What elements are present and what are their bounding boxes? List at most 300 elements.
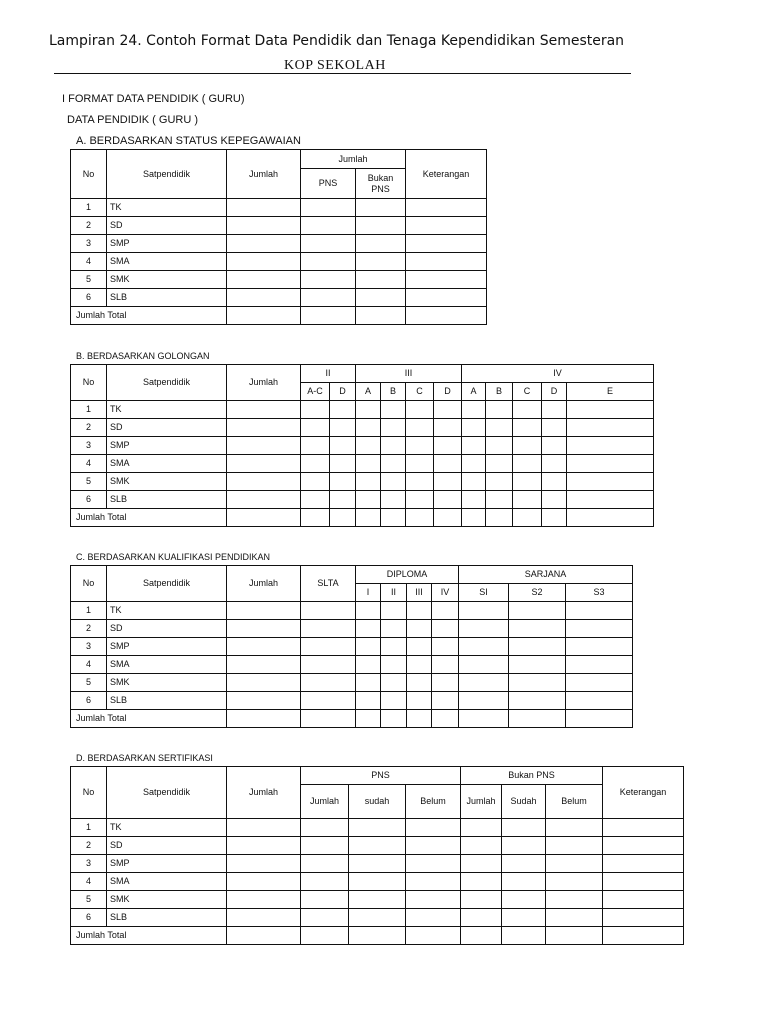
empty-data-cell[interactable] (546, 819, 603, 837)
empty-data-cell[interactable] (330, 401, 356, 419)
empty-data-cell[interactable] (381, 491, 406, 509)
empty-total-cell[interactable] (356, 710, 381, 728)
row-satpendidik: TK (107, 602, 227, 620)
empty-data-cell[interactable] (227, 271, 301, 289)
empty-data-cell[interactable] (227, 656, 301, 674)
empty-total-cell[interactable] (566, 710, 633, 728)
empty-data-cell[interactable] (462, 437, 486, 455)
empty-data-cell[interactable] (301, 271, 356, 289)
empty-data-cell[interactable] (349, 819, 406, 837)
table-row (71, 419, 654, 437)
header-keterangan: Keterangan (603, 767, 684, 819)
empty-data-cell[interactable] (434, 455, 462, 473)
empty-data-cell[interactable] (462, 473, 486, 491)
section-c-label: C. BERDASARKAN KUALIFIKASI PENDIDIKAN (76, 552, 271, 562)
empty-data-cell[interactable] (227, 674, 301, 692)
empty-data-cell[interactable] (542, 491, 567, 509)
empty-data-cell[interactable] (461, 855, 502, 873)
empty-total-cell[interactable] (406, 307, 487, 325)
empty-total-cell[interactable] (227, 710, 301, 728)
empty-data-cell[interactable] (406, 837, 461, 855)
subheader-cell: III (407, 584, 432, 602)
empty-data-cell[interactable] (356, 419, 381, 437)
empty-data-cell[interactable] (356, 674, 381, 692)
empty-data-cell[interactable] (330, 473, 356, 491)
table-sertifikasi (70, 766, 684, 945)
empty-data-cell[interactable] (406, 873, 461, 891)
row-satpendidik: SMA (107, 656, 227, 674)
empty-data-cell[interactable] (301, 909, 349, 927)
table-row (71, 199, 487, 217)
empty-data-cell[interactable] (432, 656, 459, 674)
empty-data-cell[interactable] (301, 473, 330, 491)
empty-data-cell[interactable] (227, 837, 301, 855)
empty-data-cell[interactable] (486, 491, 513, 509)
empty-data-cell[interactable] (486, 473, 513, 491)
empty-data-cell[interactable] (566, 602, 633, 620)
empty-data-cell[interactable] (381, 419, 406, 437)
empty-data-cell[interactable] (406, 437, 434, 455)
empty-total-cell[interactable] (432, 710, 459, 728)
empty-data-cell[interactable] (502, 837, 546, 855)
empty-data-cell[interactable] (356, 271, 406, 289)
section-b-label: B. BERDASARKAN GOLONGAN (76, 351, 210, 361)
empty-data-cell[interactable] (459, 692, 509, 710)
empty-total-cell[interactable] (301, 307, 356, 325)
empty-data-cell[interactable] (509, 638, 566, 656)
empty-data-cell[interactable] (542, 419, 567, 437)
empty-data-cell[interactable] (227, 620, 301, 638)
empty-data-cell[interactable] (227, 692, 301, 710)
empty-total-cell[interactable] (406, 927, 461, 945)
empty-total-cell[interactable] (461, 927, 502, 945)
empty-data-cell[interactable] (407, 656, 432, 674)
empty-data-cell[interactable] (567, 455, 654, 473)
empty-data-cell[interactable] (227, 253, 301, 271)
empty-data-cell[interactable] (567, 491, 654, 509)
empty-data-cell[interactable] (566, 674, 633, 692)
empty-total-cell[interactable] (227, 927, 301, 945)
empty-data-cell[interactable] (301, 289, 356, 307)
empty-data-cell[interactable] (546, 909, 603, 927)
header-keterangan: Keterangan (406, 150, 487, 199)
empty-data-cell[interactable] (407, 692, 432, 710)
header-no: No (71, 365, 107, 401)
empty-total-cell[interactable] (513, 509, 542, 527)
empty-data-cell[interactable] (227, 602, 301, 620)
empty-data-cell[interactable] (330, 455, 356, 473)
empty-data-cell[interactable] (406, 419, 434, 437)
empty-data-cell[interactable] (381, 620, 407, 638)
empty-data-cell[interactable] (461, 909, 502, 927)
empty-data-cell[interactable] (330, 491, 356, 509)
empty-data-cell[interactable] (301, 401, 330, 419)
table-row (71, 855, 684, 873)
row-number: 4 (71, 455, 107, 473)
empty-data-cell[interactable] (509, 620, 566, 638)
row-satpendidik: SMP (107, 235, 227, 253)
empty-data-cell[interactable] (567, 419, 654, 437)
empty-data-cell[interactable] (356, 455, 381, 473)
empty-data-cell[interactable] (356, 235, 406, 253)
empty-data-cell[interactable] (509, 674, 566, 692)
empty-data-cell[interactable] (566, 656, 633, 674)
empty-data-cell[interactable] (566, 692, 633, 710)
empty-total-cell[interactable] (381, 509, 406, 527)
empty-total-cell[interactable] (434, 509, 462, 527)
table-row (71, 473, 654, 491)
empty-data-cell[interactable] (406, 217, 487, 235)
empty-data-cell[interactable] (461, 837, 502, 855)
empty-data-cell[interactable] (349, 891, 406, 909)
subheader-cell: Sudah (502, 785, 546, 819)
empty-data-cell[interactable] (356, 602, 381, 620)
empty-data-cell[interactable] (509, 602, 566, 620)
empty-total-cell[interactable] (406, 509, 434, 527)
empty-data-cell[interactable] (406, 909, 461, 927)
empty-data-cell[interactable] (356, 199, 406, 217)
empty-data-cell[interactable] (567, 401, 654, 419)
empty-data-cell[interactable] (227, 199, 301, 217)
empty-data-cell[interactable] (513, 473, 542, 491)
empty-data-cell[interactable] (486, 455, 513, 473)
subheader-cell: D (330, 383, 356, 401)
empty-total-cell[interactable] (227, 509, 301, 527)
empty-data-cell[interactable] (462, 455, 486, 473)
empty-data-cell[interactable] (546, 873, 603, 891)
empty-data-cell[interactable] (434, 473, 462, 491)
empty-data-cell[interactable] (406, 401, 434, 419)
empty-data-cell[interactable] (356, 656, 381, 674)
header-jumlah-group: Jumlah (301, 150, 406, 169)
empty-data-cell[interactable] (459, 602, 509, 620)
empty-data-cell[interactable] (301, 692, 356, 710)
empty-total-cell[interactable] (227, 307, 301, 325)
row-number: 1 (71, 819, 107, 837)
empty-data-cell[interactable] (349, 855, 406, 873)
subheader-cell: B (381, 383, 406, 401)
empty-data-cell[interactable] (406, 819, 461, 837)
row-satpendidik: SMK (107, 271, 227, 289)
empty-data-cell[interactable] (301, 437, 330, 455)
empty-data-cell[interactable] (227, 473, 301, 491)
empty-data-cell[interactable] (301, 638, 356, 656)
empty-data-cell[interactable] (227, 909, 301, 927)
empty-data-cell[interactable] (406, 855, 461, 873)
section-a-label: A. BERDASARKAN STATUS KEPEGAWAIAN (76, 135, 301, 147)
empty-data-cell[interactable] (349, 909, 406, 927)
empty-data-cell[interactable] (432, 692, 459, 710)
subheader-cell: SI (459, 584, 509, 602)
empty-data-cell[interactable] (227, 873, 301, 891)
total-row (71, 509, 654, 527)
empty-data-cell[interactable] (459, 674, 509, 692)
empty-total-cell[interactable] (546, 927, 603, 945)
row-satpendidik: SMK (107, 674, 227, 692)
empty-data-cell[interactable] (406, 253, 487, 271)
empty-data-cell[interactable] (406, 473, 434, 491)
empty-data-cell[interactable] (356, 217, 406, 235)
empty-data-cell[interactable] (301, 199, 356, 217)
empty-data-cell[interactable] (566, 620, 633, 638)
empty-total-cell[interactable] (301, 509, 330, 527)
empty-data-cell[interactable] (502, 873, 546, 891)
row-number: 6 (71, 289, 107, 307)
empty-data-cell[interactable] (301, 253, 356, 271)
empty-data-cell[interactable] (330, 437, 356, 455)
table-row (71, 692, 633, 710)
empty-data-cell[interactable] (381, 674, 407, 692)
empty-total-cell[interactable] (356, 307, 406, 325)
empty-data-cell[interactable] (486, 401, 513, 419)
empty-data-cell[interactable] (356, 692, 381, 710)
empty-data-cell[interactable] (603, 855, 684, 873)
empty-data-cell[interactable] (406, 199, 487, 217)
empty-total-cell[interactable] (502, 927, 546, 945)
empty-data-cell[interactable] (381, 692, 407, 710)
empty-data-cell[interactable] (432, 638, 459, 656)
row-satpendidik: SMA (107, 873, 227, 891)
header-golongan-iii: III (356, 365, 462, 383)
empty-data-cell[interactable] (432, 674, 459, 692)
total-label: Jumlah Total (71, 710, 227, 728)
subheader-cell: IV (432, 584, 459, 602)
empty-data-cell[interactable] (381, 455, 406, 473)
row-satpendidik: TK (107, 199, 227, 217)
empty-data-cell[interactable] (461, 819, 502, 837)
empty-data-cell[interactable] (542, 401, 567, 419)
empty-data-cell[interactable] (407, 638, 432, 656)
total-row (71, 710, 633, 728)
empty-data-cell[interactable] (356, 491, 381, 509)
empty-data-cell[interactable] (407, 674, 432, 692)
empty-data-cell[interactable] (381, 437, 406, 455)
empty-data-cell[interactable] (434, 419, 462, 437)
empty-total-cell[interactable] (349, 927, 406, 945)
row-number: 2 (71, 419, 107, 437)
table-row (71, 819, 684, 837)
row-number: 6 (71, 909, 107, 927)
empty-data-cell[interactable] (381, 473, 406, 491)
subheader-cell: D (434, 383, 462, 401)
empty-data-cell[interactable] (227, 217, 301, 235)
empty-data-cell[interactable] (227, 638, 301, 656)
empty-total-cell[interactable] (486, 509, 513, 527)
header-jumlah: Jumlah (227, 150, 301, 199)
empty-total-cell[interactable] (603, 927, 684, 945)
table-row (71, 674, 633, 692)
empty-data-cell[interactable] (603, 909, 684, 927)
empty-data-cell[interactable] (301, 819, 349, 837)
table-row (71, 602, 633, 620)
empty-data-cell[interactable] (356, 620, 381, 638)
row-number: 1 (71, 199, 107, 217)
empty-total-cell[interactable] (567, 509, 654, 527)
empty-data-cell[interactable] (301, 873, 349, 891)
empty-data-cell[interactable] (227, 491, 301, 509)
empty-data-cell[interactable] (227, 235, 301, 253)
row-satpendidik: SMK (107, 473, 227, 491)
empty-data-cell[interactable] (227, 401, 301, 419)
empty-data-cell[interactable] (356, 473, 381, 491)
empty-data-cell[interactable] (603, 891, 684, 909)
empty-total-cell[interactable] (381, 710, 407, 728)
row-satpendidik: SMA (107, 455, 227, 473)
header-satpendidik: Satpendidik (107, 150, 227, 199)
empty-data-cell[interactable] (227, 437, 301, 455)
empty-data-cell[interactable] (381, 602, 407, 620)
empty-data-cell[interactable] (301, 455, 330, 473)
header-no: No (71, 566, 107, 602)
empty-data-cell[interactable] (459, 620, 509, 638)
section-d-label: D. BERDASARKAN SERTIFIKASI (76, 753, 213, 763)
table-row (71, 235, 487, 253)
empty-data-cell[interactable] (462, 401, 486, 419)
empty-total-cell[interactable] (301, 927, 349, 945)
empty-data-cell[interactable] (603, 819, 684, 837)
empty-data-cell[interactable] (381, 401, 406, 419)
empty-data-cell[interactable] (513, 401, 542, 419)
table-kualifikasi-pendidikan (70, 565, 633, 728)
empty-data-cell[interactable] (432, 602, 459, 620)
empty-data-cell[interactable] (567, 437, 654, 455)
empty-data-cell[interactable] (502, 909, 546, 927)
empty-total-cell[interactable] (301, 710, 356, 728)
header-bukan-pns: Bukan PNS (461, 767, 603, 785)
empty-total-cell[interactable] (330, 509, 356, 527)
row-number: 4 (71, 253, 107, 271)
empty-data-cell[interactable] (502, 891, 546, 909)
empty-total-cell[interactable] (459, 710, 509, 728)
empty-data-cell[interactable] (432, 620, 459, 638)
row-satpendidik: SMP (107, 855, 227, 873)
empty-data-cell[interactable] (301, 837, 349, 855)
empty-data-cell[interactable] (301, 491, 330, 509)
empty-data-cell[interactable] (486, 419, 513, 437)
empty-data-cell[interactable] (566, 638, 633, 656)
empty-data-cell[interactable] (459, 656, 509, 674)
empty-data-cell[interactable] (301, 620, 356, 638)
empty-data-cell[interactable] (381, 638, 407, 656)
empty-data-cell[interactable] (301, 656, 356, 674)
header-jumlah: Jumlah (227, 365, 301, 401)
row-satpendidik: TK (107, 819, 227, 837)
empty-data-cell[interactable] (406, 235, 487, 253)
empty-data-cell[interactable] (227, 891, 301, 909)
empty-data-cell[interactable] (459, 638, 509, 656)
empty-data-cell[interactable] (461, 873, 502, 891)
empty-data-cell[interactable] (434, 437, 462, 455)
empty-data-cell[interactable] (301, 674, 356, 692)
empty-data-cell[interactable] (546, 855, 603, 873)
empty-data-cell[interactable] (462, 419, 486, 437)
empty-data-cell[interactable] (301, 235, 356, 253)
total-label: Jumlah Total (71, 927, 227, 945)
empty-data-cell[interactable] (301, 891, 349, 909)
total-row (71, 927, 684, 945)
table-row (71, 217, 487, 235)
empty-data-cell[interactable] (227, 419, 301, 437)
row-satpendidik: SMA (107, 253, 227, 271)
subheader-cell: Jumlah (461, 785, 502, 819)
empty-data-cell[interactable] (381, 656, 407, 674)
empty-data-cell[interactable] (434, 401, 462, 419)
empty-data-cell[interactable] (407, 602, 432, 620)
empty-data-cell[interactable] (509, 656, 566, 674)
empty-data-cell[interactable] (356, 437, 381, 455)
row-satpendidik: SLB (107, 289, 227, 307)
empty-data-cell[interactable] (542, 437, 567, 455)
empty-data-cell[interactable] (509, 692, 566, 710)
empty-data-cell[interactable] (406, 271, 487, 289)
empty-data-cell[interactable] (513, 491, 542, 509)
row-number: 3 (71, 638, 107, 656)
empty-data-cell[interactable] (461, 891, 502, 909)
empty-total-cell[interactable] (462, 509, 486, 527)
empty-data-cell[interactable] (513, 455, 542, 473)
total-label: Jumlah Total (71, 509, 227, 527)
row-satpendidik: SMP (107, 437, 227, 455)
table-row (71, 656, 633, 674)
empty-data-cell[interactable] (356, 638, 381, 656)
table-row (71, 891, 684, 909)
row-satpendidik: SD (107, 620, 227, 638)
empty-data-cell[interactable] (356, 289, 406, 307)
empty-data-cell[interactable] (406, 491, 434, 509)
empty-data-cell[interactable] (502, 855, 546, 873)
empty-total-cell[interactable] (356, 509, 381, 527)
empty-data-cell[interactable] (513, 419, 542, 437)
empty-data-cell[interactable] (301, 855, 349, 873)
empty-data-cell[interactable] (227, 855, 301, 873)
empty-data-cell[interactable] (406, 455, 434, 473)
empty-data-cell[interactable] (301, 217, 356, 235)
empty-data-cell[interactable] (227, 819, 301, 837)
empty-data-cell[interactable] (349, 873, 406, 891)
empty-data-cell[interactable] (486, 437, 513, 455)
empty-total-cell[interactable] (542, 509, 567, 527)
empty-total-cell[interactable] (509, 710, 566, 728)
empty-data-cell[interactable] (462, 491, 486, 509)
row-number: 3 (71, 235, 107, 253)
empty-data-cell[interactable] (502, 819, 546, 837)
empty-data-cell[interactable] (227, 455, 301, 473)
header-satpendidik: Satpendidik (107, 365, 227, 401)
empty-data-cell[interactable] (603, 873, 684, 891)
empty-data-cell[interactable] (546, 837, 603, 855)
table-row (71, 401, 654, 419)
empty-data-cell[interactable] (301, 602, 356, 620)
empty-data-cell[interactable] (542, 473, 567, 491)
empty-data-cell[interactable] (513, 437, 542, 455)
empty-data-cell[interactable] (567, 473, 654, 491)
empty-data-cell[interactable] (406, 891, 461, 909)
subheader-cell: A (356, 383, 381, 401)
empty-data-cell[interactable] (356, 401, 381, 419)
empty-data-cell[interactable] (356, 253, 406, 271)
empty-data-cell[interactable] (603, 837, 684, 855)
empty-data-cell[interactable] (542, 455, 567, 473)
empty-data-cell[interactable] (434, 491, 462, 509)
empty-data-cell[interactable] (546, 891, 603, 909)
empty-data-cell[interactable] (407, 620, 432, 638)
empty-data-cell[interactable] (301, 419, 330, 437)
empty-data-cell[interactable] (406, 289, 487, 307)
empty-data-cell[interactable] (349, 837, 406, 855)
empty-total-cell[interactable] (407, 710, 432, 728)
empty-data-cell[interactable] (227, 289, 301, 307)
empty-data-cell[interactable] (330, 419, 356, 437)
